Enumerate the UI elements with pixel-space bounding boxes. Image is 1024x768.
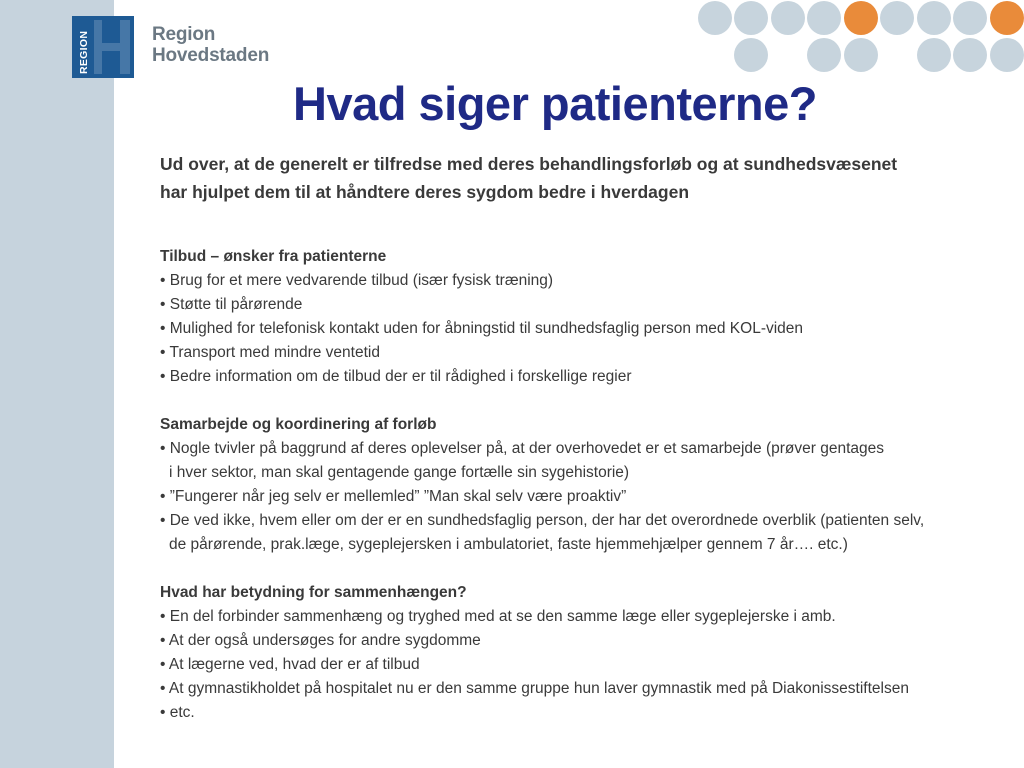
bullet-item-continuation: de pårørende, prak.læge, sygeplejersken i ambulatoriet, faste hjemmehjælper gennem 7 år…. etc.) [169, 536, 848, 553]
decorative-dot [734, 38, 768, 72]
bullet-item: • etc. [160, 704, 195, 721]
decorative-dot [880, 1, 914, 35]
logo-wordmark [152, 24, 269, 66]
bullet-item: • En del forbinder sammenhæng og tryghed med at se den samme læge eller sygeplejerske i amb. [160, 608, 836, 625]
decorative-dot [771, 1, 805, 35]
section-heading: Hvad har betydning for sammenhængen? [160, 584, 467, 601]
decorative-dot [807, 1, 841, 35]
bullet-item: • Mulighed for telefonisk kontakt uden for åbningstid til sundhedsfaglig person med KOL-viden [160, 320, 804, 337]
section [160, 581, 1010, 725]
section-heading: Samarbejde og koordinering af forløb [160, 416, 437, 433]
bullet-item: • At der også undersøges for andre sygdomme [160, 632, 481, 649]
bullet-item-continuation: i hver sektor, man skal gentagende gange fortælle sin sygehistorie) [169, 464, 630, 481]
intro-paragraph [160, 150, 990, 206]
decorative-dot [953, 1, 987, 35]
region-hovedstaden-logo [72, 16, 134, 78]
decorative-dot [844, 38, 878, 72]
bullet-item: • Støtte til pårørende [160, 296, 303, 313]
slide-title: Hvad siger patienterne? [293, 77, 817, 130]
section-heading: Tilbud – ønsker fra patienterne [160, 248, 387, 265]
bullet-item: • Brug for et mere vedvarende tilbud (især fysisk træning) [160, 272, 554, 289]
accent-dot [990, 1, 1024, 35]
decorative-dot [917, 1, 951, 35]
decorative-dot [953, 38, 987, 72]
decorative-dot [698, 1, 732, 35]
bullet-item: • Bedre information om de tilbud der er til rådighed i forskellige regier [160, 368, 632, 385]
bullet-item: • Transport med mindre ventetid [160, 344, 380, 361]
bullet-item: • ”Fungerer når jeg selv er mellemled” ”Man skal selv være proaktiv” [160, 488, 627, 505]
decorative-dot [990, 38, 1024, 72]
slide-body [160, 245, 1010, 749]
section [160, 413, 1010, 557]
logo-badge-text: REGION [78, 30, 90, 74]
intro-line-1: Ud over, at de generelt er tilfredse med deres behandlingsforløb og at sundhedsvæsenet [160, 154, 898, 174]
bullet-item: • At lægerne ved, hvad der er af tilbud [160, 656, 420, 673]
accent-dot [844, 1, 878, 35]
bullet-item: • Nogle tvivler på baggrund af deres oplevelser på, at der overhovedet er et samarbejde (prøver gentages [160, 440, 885, 457]
decorative-dot [734, 1, 768, 35]
logo-name-line2: Hovedstaden [152, 45, 270, 66]
logo-name-line1: Region [152, 24, 216, 45]
section [160, 245, 1010, 389]
bullet-item: • De ved ikke, hvem eller om der er en sundhedsfaglig person, der har det overordnede overblik (patienten selv, [160, 512, 925, 529]
bullet-item: • At gymnastikholdet på hospitalet nu er den samme gruppe hun laver gymnastik med på Diakonissestiftelsen [160, 680, 909, 697]
decorative-dot [807, 38, 841, 72]
intro-line-2: har hjulpet dem til at håndtere deres sygdom bedre i hverdagen [160, 182, 690, 202]
decorative-dot [917, 38, 951, 72]
